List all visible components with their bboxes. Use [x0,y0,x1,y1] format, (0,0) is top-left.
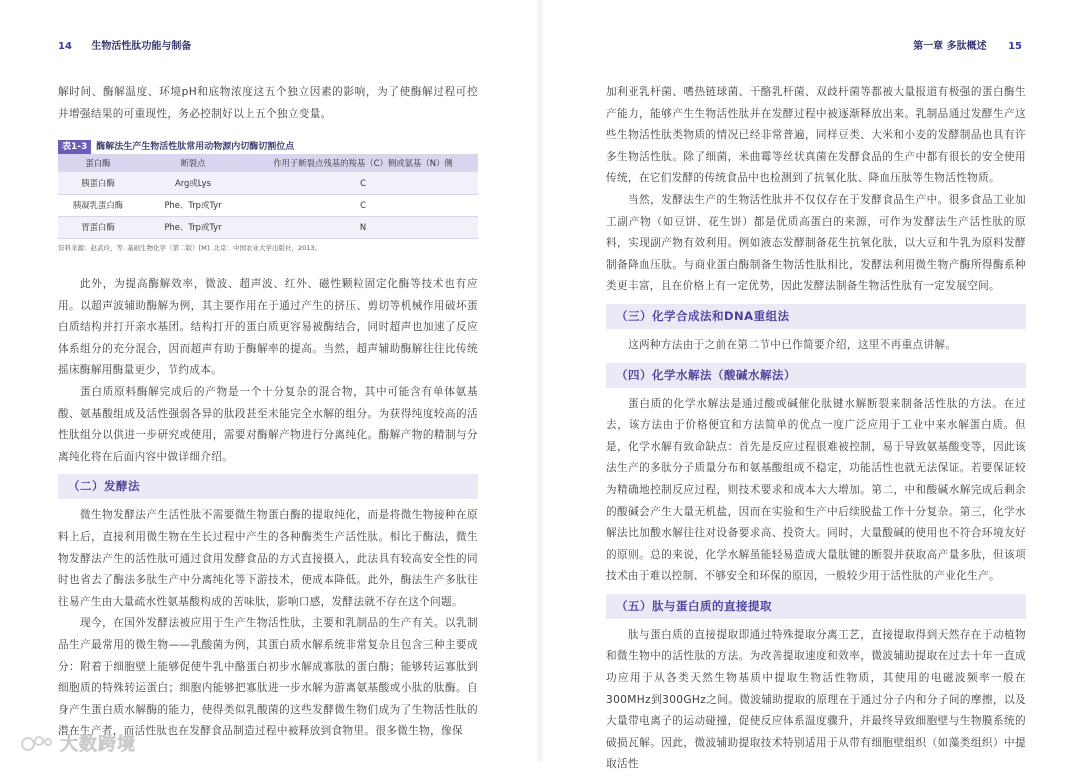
watermark [20,730,136,756]
table-row [58,216,478,238]
table-cell: N [248,216,478,238]
table-cell: Phe、Trp或Tyr [138,194,248,216]
section-heading: （四）化学水解法（酸碱水解法） [606,363,1026,388]
paragraph: 这两种方法由于之前在第二节中已作简要介绍，这里不再重点讲解。 [628,338,957,351]
enzyme-table [58,154,478,239]
paragraph: 肽与蛋白质的直接提取即通过特殊提取分离工艺，直接提取得到天然存在于动植物和微生物中的活性肽的方法。为改善提取速度和效率，微波辅助提取在过去十年一直成功应用于从各类天然生物基质中提取生物活性物质，其使用的电磁波频率一般在300MHz到300GHz之间。微波辅助提取的原理在于通过分子内和分子间的摩擦，以及大量带电离子的运动碰撞，促使反应体系温度骤升，并最终导致细胞壁与生物膜系统的破损瓦解。因此，微波辅助提取技术特别适用于从带有细胞壁组织（如藻类组织）中提取活性 [606,628,1026,771]
table-tag: 表1-3 [58,140,91,154]
table-header: 蛋白酶 [58,154,138,172]
right-running-header [913,37,1022,52]
chapter-title: 第一章 多肽概述 [913,41,987,52]
left-page-number: 14 [58,41,72,52]
watermark-text: 大数跨境 [60,734,136,755]
paragraph: 此外，为提高酶解效率，微波、超声波、红外、磁性颗粒固定化酶等技术也有应用。以超声波辅助酶解为例，其主要作用在于通过产生的挤压、剪切等机械作用破坏蛋白质结构并打开亲水基团。结构打开的蛋白质更容易被酶结合，同时超声也加速了反应体系组分的充分混合，因而超声有助于酶解率的提高。当然，超声辅助酶解往往比传统摇床酶解用酶量更少，节约成本。 [58,278,478,377]
table-cell: C [248,194,478,216]
table-caption [58,140,478,154]
left-column-lower [58,274,478,743]
left-running-header [58,37,191,52]
left-column [58,82,478,255]
table-row [58,172,478,194]
paragraph: 当然，发酵法生产的生物活性肽并不仅仅存在于发酵食品生产中。很多食品工业加工副产物（如豆饼、花生饼）都是优质高蛋白的来源，可作为发酵法生产活性肽的原料，实现副产物有效利用。例如液态发酵制备花生抗氧化肽，以大豆和牛乳为原料发酵制备降血压肽。与商业蛋白酶制备生物活性肽相比，发酵法利用微生物产酶所得酶系种类更丰富，且在价格上有一定优势，因此发酵法制备生物活性肽有一定发展空间。 [606,193,1026,293]
table-cell: 胰凝乳蛋白酶 [58,194,138,216]
table-cell: Arg或Lys [138,172,248,194]
section-heading: （三）化学合成法和DNA重组法 [606,304,1026,329]
table-row [58,194,478,216]
table-cell: Phe、Trp或Tyr [138,216,248,238]
paragraph: 蛋白质原料酶解完成后的产物是一个十分复杂的混合物，其中可能含有单体氨基酸、氨基酸组成及活性强弱各异的肽段甚至未能完全水解的组分。为获得纯度较高的活性肽组分以供进一步研究或使用，需要对酶解产物进行分离纯化。酶解产物的精制与分离纯化将在后面内容中做详细介绍。 [58,385,478,463]
right-page-number: 15 [1008,41,1022,52]
table-cell: 胃蛋白酶 [58,216,138,238]
table-cell: 胰蛋白酶 [58,172,138,194]
watermark-logo-icon [20,733,54,753]
table-cell: C [248,172,478,194]
paragraph: 现今，在国外发酵法被应用于生产生物活性肽，主要和乳制品的生产有关。以乳制品生产最常用的微生物——乳酸菌为例，其蛋白质水解系统非常复杂且包含三种主要成分：附着于细胞壁上能够促使牛乳中酪蛋白初步水解成寡肽的蛋白酶；能够转运寡肽到细胞质的特殊转运蛋白；细胞内能够把寡肽进一步水解为游离氨基酸或小肽的肽酶。自身产生蛋白质水解酶的能力，使得类似乳酸菌的这些发酵微生物们成为了生物活性肽的潜在生产者，而活性肽也在发酵食品制造过程中被释放到食物里。很多微生物，像保 [58,617,478,738]
paragraph: 蛋白质的化学水解法是通过酸或碱催化肽键水解断裂来制备活性肽的方法。在过去，该方法由于价格便宜和方法简单的优点一度广泛应用于工业中来水解蛋白质。但是，化学水解有致命缺点：首先是反应过程很难被控制，易于导致氨基酸变等，因此该法生产的多肽分子质量分布和氨基酸组成不稳定，功能活性也就无法保证。若要保证较为精确地控制反应过程，则技术要求和成本大大增加。第二，中和酸碱水解完成后剩余的酸碱会产生大量无机盐，因而在实验和生产中后续脱盐工作十分复杂。第三，化学水解法比加酸水解往往对设备要求高、投资大。同时，大量酸碱的使用也不符合环境友好的原则。总的来说，化学水解虽能轻易造成大量肽键的断裂并获取高产量多肽，但该项技术由于难以控制、不够安全和环保的原因，一般较少用于活性肽的产业化生产。 [606,397,1026,583]
table-header: 作用于断裂点残基的羧基（C）侧或氨基（N）侧 [248,154,478,172]
paragraph: 加利亚乳杆菌、嗜热链球菌、干酪乳杆菌、双歧杆菌等都被大量报道有极强的蛋白酶生产能力，能够产生生物活性肽并在发酵过程中被逐渐释放出来。乳制品通过发酵生产这些生物活性肽类物质的情况已经非常普遍，同样豆类、大米和小麦的发酵制品也具有许多生物活性肽。除了细菌，米曲霉等丝状真菌在发酵食品的生产中都有很长的安全使用传统，在它们发酵的传统食品中也检测到了抗氧化肽、降血压肽等生物活性物质。 [606,86,1026,185]
paragraph: 解时间、酶解温度、环境pH和底物浓度这五个独立因素的影响，为了使酶解过程可控并增强结果的可重现性，务必控制好以上五个独立变量。 [58,86,478,120]
section-heading: （二）发酵法 [58,474,478,499]
table-header: 断裂点 [138,154,248,172]
section-heading: （五）肽与蛋白质的直接提取 [606,594,1026,619]
paragraph: 微生物发酵法产生活性肽不需要微生物蛋白酶的提取纯化，而是将微生物接种在原料上后，直接利用微生物在生长过程中产生的各种酶类生产活性肽。相比于酶法，微生物发酵法产生的活性肽可通过食用发酵食品的方式直接摄入，此法具有较高安全性的同时也省去了酶法多肽生产中分离纯化等下游技术，使成本降低。此外，酶法生产多肽往往易产生由大量疏水性氨基酸构成的苦味肽，影响口感，发酵法就不存在这个问题。 [58,509,478,608]
left-page [0,0,540,762]
right-column [606,82,1026,776]
book-title: 生物活性肽功能与制备 [91,41,192,52]
table-title: 酶解法生产生物活性肽常用动物源内切酶切割位点 [96,142,295,153]
table-source: 资料来源：赵武玲，等. 基础生物化学（第二版）[M]. 北京：中国农业大学出版社，2013。 [58,243,321,252]
